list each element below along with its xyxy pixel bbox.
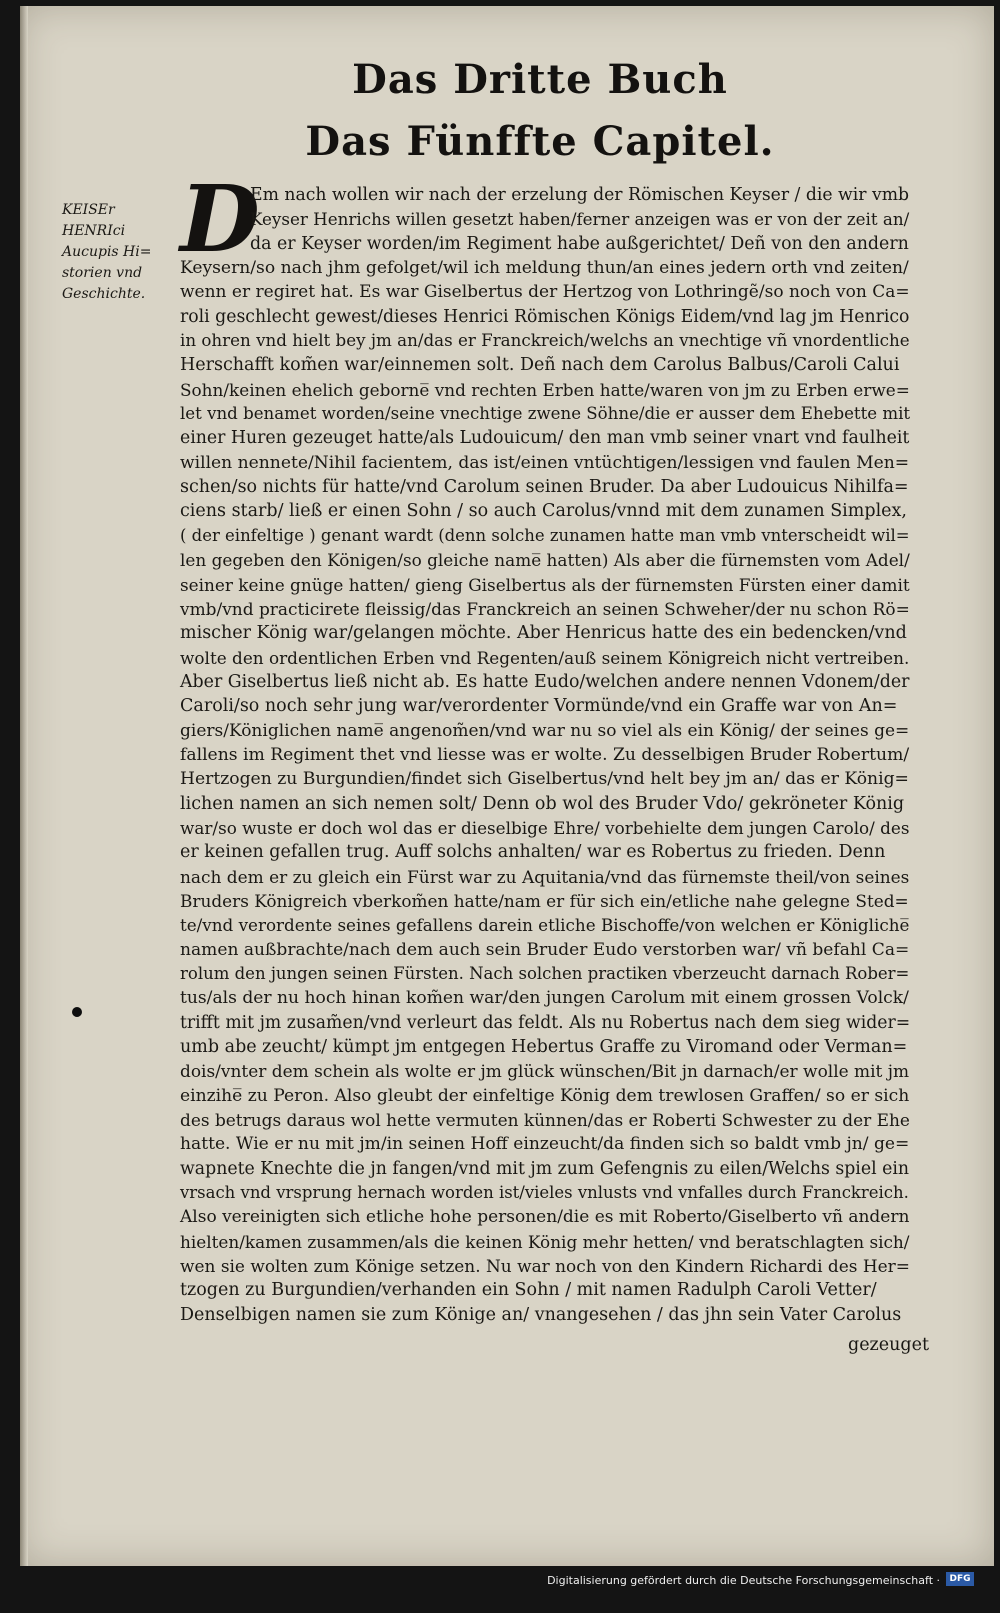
body-text-line: fallens im Regiment thet vnd liesse was er wolte. Zu desselbigen Bruder Robertum/ [180, 744, 910, 765]
body-text-line: willen nennete/Nihil facientem, das ist/einen vntüchtigen/lessigen vnd faulen Men= [180, 452, 910, 473]
body-text-line: roli geschlecht gewest/dieses Henrici Römischen Königs Eidem/vnd lag jm Henrico [180, 306, 910, 327]
body-text-line: tus/als der nu hoch hinan kom̃en war/den jungen Carolum mit einem grossen Volck/ [180, 988, 909, 1009]
body-text-line: Denselbigen namen sie zum Könige an/ vnangesehen / das jhn sein Vater Carolus [180, 1304, 902, 1325]
drop-cap-initial: D [180, 165, 260, 273]
body-text-line: Sohn/keinen ehelich geborne̅ vnd rechten Erben hatte/waren von jm zu Erben erwe= [180, 379, 910, 400]
body-text-line: ( der einfeltige ) genant wardt (denn solche zunamen hatte man vmb vnterscheidt wil= [180, 525, 910, 545]
body-text-line: te/vnd verordente seines gefallens darein etliche Bischoffe/von welchen er Königliche̅ [180, 915, 910, 936]
body-text-line: Bruders Königreich vberkom̃en hatte/nam er für sich ein/etliche nahe gelegne Sted= [180, 890, 909, 911]
body-text-line: rolum den jungen seinen Fürsten. Nach solchen practiken vberzeucht darnach Rober= [180, 964, 910, 983]
body-text-line: ciens starb/ ließ er einen Sohn / so auch Carolus/vnnd mit dem zunamen Simplex, [180, 501, 907, 522]
body-text-line: giers/Königlichen name̅ angenom̃en/vnd war nu so viel als ein König/ der seines ge= [180, 720, 910, 741]
body-text-line: einer Huren gezeuget hatte/als Ludouicum/ den man vmb seiner vnart vnd faulheit [180, 428, 910, 449]
body-text-line: namen außbrachte/nach dem auch sein Bruder Eudo verstorben war/ vñ befahl Ca= [180, 939, 910, 960]
body-text-line: tzogen zu Burgundien/verhanden ein Sohn / mit namen Radulph Caroli Vetter/ [180, 1280, 877, 1301]
body-text-line: da er Keyser worden/im Regiment habe außgerichtet/ Deñ von den andern [250, 233, 909, 254]
marginal-note [62, 200, 172, 305]
marginal-note-line: Geschichte. [62, 286, 146, 302]
body-text-line: wen sie wolten zum Könige setzen. Nu war noch von den Kindern Richardi des Her= [180, 1256, 910, 1277]
chapter-title: Das Fünffte Capitel. [305, 118, 775, 165]
body-text-line: Caroli/so noch sehr jung war/verordenter Vormünde/vnd ein Graffe war von An= [180, 696, 898, 717]
body-text-line: schen/so nichts für hatte/vnd Carolum seinen Bruder. Da aber Ludouicus Nihilfa= [180, 477, 909, 498]
body-text-line: wolte den ordentlichen Erben vnd Regenten/auß seinem Königreich nicht vertreiben. [180, 647, 910, 668]
body-text-line: seiner keine gnüge hatten/ gieng Giselbertus als der fürnemsten Fürsten einer damit [180, 574, 910, 595]
marginal-note-line: KEISEr [62, 202, 115, 218]
body-text-line: nach dem er zu gleich ein Fürst war zu Aquitania/vnd das fürnemste theil/von seines [180, 866, 910, 887]
body-text-line: in ohren vnd hielt bey jm an/das er Franckreich/welchs an vnechtige vñ vnordentliche [180, 331, 910, 351]
body-text-line: Herschafft kom̃en war/einnemen solt. Deñ nach dem Carolus Balbus/Caroli Calui [180, 355, 900, 376]
body-text-line: er keinen gefallen trug. Auff solchs anhalten/ war es Robertus zu frieden. Denn [180, 842, 886, 863]
book-title: Das Dritte Buch [352, 56, 728, 103]
ink-dot-mark [72, 1007, 82, 1017]
digitization-credit: Digitalisierung gefördert durch die Deutsche Forschungsgemeinschaft · [547, 1574, 940, 1587]
body-text-line: wapnete Knechte die jn fangen/vnd mit jm zum Gefengnis zu eilen/Welchs spiel ein [180, 1158, 910, 1179]
marginal-note-line: storien vnd [62, 265, 143, 281]
body-text-line: trifft mit jm zusam̃en/vnd verleurt das feldt. Als nu Robertus nach dem sieg wider= [180, 1012, 911, 1033]
catchword: gezeuget [848, 1335, 929, 1355]
body-text-line: Aber Giselbertus ließ nicht ab. Es hatte Eudo/welchen andere nennen Vdonem/der [180, 671, 910, 692]
body-text-line: mischer König war/gelangen möchte. Aber Henricus hatte des ein bedencken/vnd [180, 623, 907, 644]
body-text-line: Keysern/so nach jhm gefolget/wil ich meldung thun/an eines jedern orth vnd zeiten/ [180, 258, 909, 279]
body-text-line: Hertzogen zu Burgundien/findet sich Giselbertus/vnd helt bey jm an/ das er König= [180, 769, 909, 790]
body-text-line: war/so wuste er doch wol das er dieselbige Ehre/ vorbehielte dem jungen Carolo/ des [180, 817, 910, 838]
body-text-line: hatte. Wie er nu mit jm/in seinen Hoff einzeucht/da finden sich so baldt vmb jn/ ge= [180, 1134, 910, 1155]
body-text-line: dois/vnter dem schein als wolte er jm glück wünschen/Bit jn darnach/er wolle mit jm [180, 1061, 910, 1082]
page-gutter-shadow [20, 6, 28, 1566]
body-text-line: umb abe zeucht/ kümpt jm entgegen Hebertus Graffe zu Viromand oder Verman= [180, 1037, 908, 1058]
body-text-line: einzihe̅ zu Peron. Also gleubt der einfeltige König dem trewlosen Graffen/ so er sich [180, 1085, 910, 1106]
body-text-line: des betrugs daraus wol hette vermuten künnen/das er Roberti Schwester zu der Ehe [180, 1110, 910, 1131]
body-text-line: len gegeben den Königen/so gleiche name̅ hatten) Als aber die fürnemsten vom Adel/ [180, 550, 910, 571]
body-text-line: vrsach vnd vrsprung hernach worden ist/vieles vnlusts vnd vnfalles durch Franckreich. [180, 1183, 909, 1203]
marginal-note-line: HENRIci [62, 223, 126, 239]
body-text-line: let vnd benamet worden/seine vnechtige zwene Söhne/die er ausser dem Ehebette mit [180, 404, 911, 424]
body-text-line: lichen namen an sich nemen solt/ Denn ob wol des Bruder Vdo/ gekröneter König [180, 793, 905, 814]
body-text-line: Also vereinigten sich etliche hohe personen/die es mit Roberto/Giselberto vñ andern [180, 1207, 910, 1228]
body-text [180, 183, 910, 1327]
marginal-note-line: Aucupis Hi= [62, 244, 152, 260]
body-text-line: hielten/kamen zusammen/als die keinen König mehr hetten/ vnd beratschlagten sich/ [180, 1231, 910, 1252]
dfg-logo: DFG [946, 1572, 974, 1586]
body-text-line: Em nach wollen wir nach der erzelung der Römischen Keyser / die wir vmb [250, 185, 910, 205]
body-text-line: Keyser Henrichs willen gesetzt haben/ferner anzeigen was er von der zeit an/ [250, 209, 910, 230]
body-text-line: wenn er regiret hat. Es war Giselbertus der Hertzog von Lothringẽ/so noch von Ca= [180, 282, 910, 303]
body-text-line: vmb/vnd practicirete fleissig/das Franckreich an seinen Schweher/der nu schon Rö= [180, 598, 910, 619]
